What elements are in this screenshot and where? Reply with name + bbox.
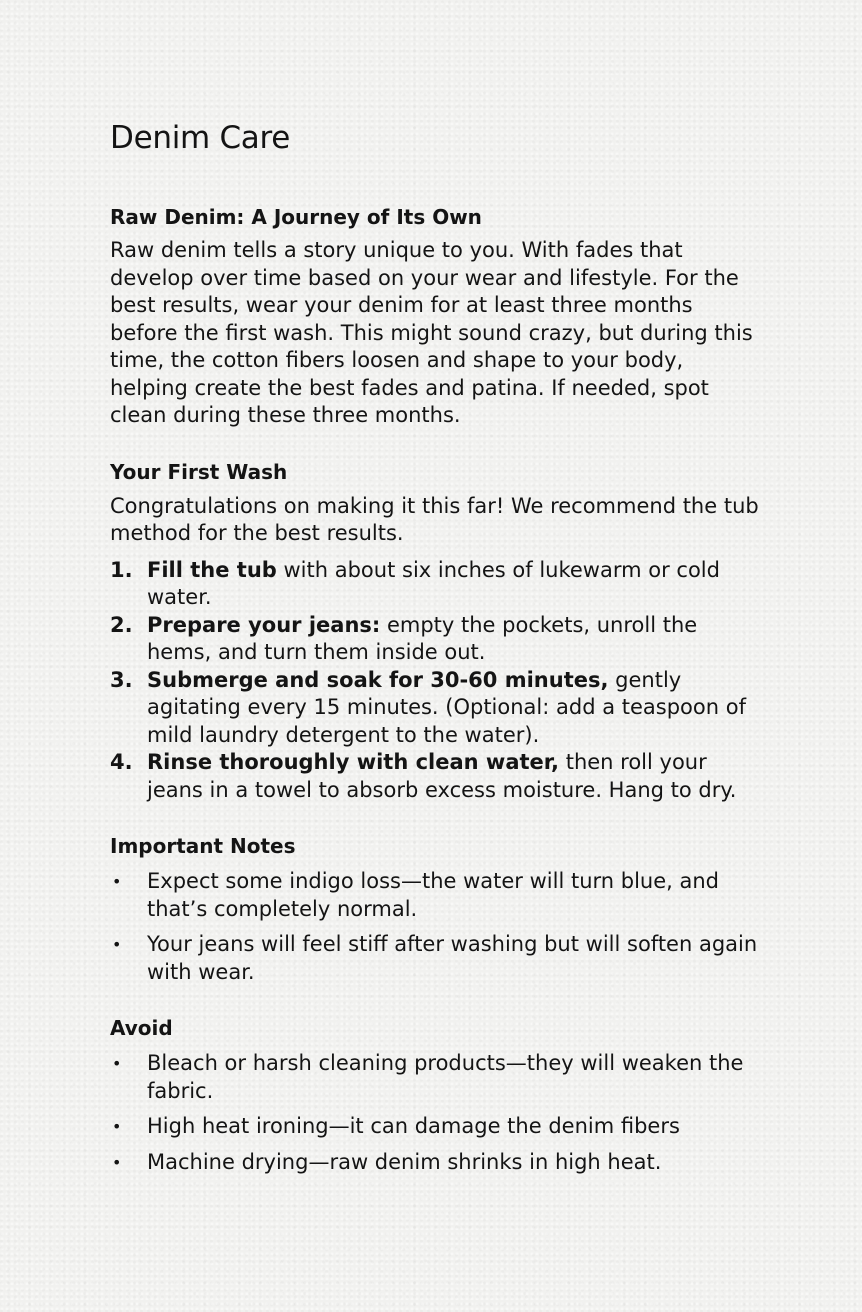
first-wash-heading: Your First Wash: [110, 459, 288, 484]
wash-step: [110, 557, 760, 612]
list-item: [110, 1113, 760, 1141]
wash-step: [110, 612, 760, 667]
first-wash-section: [110, 458, 760, 805]
bullet-icon: •: [112, 872, 122, 892]
bullet-icon: •: [112, 1117, 122, 1137]
list-item: [110, 1149, 760, 1177]
step-strong: Fill the tub: [147, 557, 277, 582]
avoid-heading: Avoid: [110, 1016, 173, 1041]
list-item: [110, 1050, 760, 1105]
raw-denim-section: [110, 203, 760, 430]
step-rest: then roll your jeans in a towel to absorb excess moisture. Hang to dry.: [147, 750, 737, 802]
bullet-icon: •: [112, 1054, 122, 1074]
avoid-text: High heat ironing—it can damage the denim fibers: [147, 1114, 680, 1139]
avoid-text: Bleach or harsh cleaning products—they will weaken the fabric.: [147, 1051, 744, 1103]
raw-denim-heading: Raw Denim: A Journey of Its Own: [110, 205, 482, 230]
avoid-list: [110, 1050, 760, 1176]
step-number: 4.: [110, 750, 133, 775]
important-notes-section: [110, 832, 760, 986]
wash-steps-list: [110, 557, 760, 805]
page-title: Denim Care: [110, 120, 291, 156]
step-rest: empty the pockets, unroll the hems, and turn them inside out.: [147, 612, 698, 665]
step-number: 3.: [110, 667, 133, 692]
wash-step: [110, 749, 760, 804]
note-text: Your jeans will feel stiff after washing but will soften again with wear.: [147, 932, 758, 984]
step-rest: gently agitating every 15 minutes. (Optional: add a teaspoon of mild laundry detergent to the water).: [147, 667, 746, 747]
avoid-text: Machine drying—raw denim shrinks in high heat.: [147, 1149, 662, 1174]
important-notes-heading: Important Notes: [110, 834, 296, 859]
wash-step: [110, 667, 760, 750]
note-text: Expect some indigo loss—the water will turn blue, and that’s completely normal.: [147, 869, 720, 921]
bullet-icon: •: [112, 935, 122, 955]
list-item: [110, 931, 760, 986]
care-card: [110, 120, 760, 1176]
step-strong: Submerge and soak for 30-60 minutes,: [147, 667, 609, 692]
step-number: 2.: [110, 612, 133, 637]
step-strong: Prepare your jeans:: [147, 612, 381, 637]
step-number: 1.: [110, 557, 133, 582]
raw-denim-body: Raw denim tells a story unique to you. With fades that develop over time based on your wear and lifestyle. For the best results, wear your denim for at least three months before the first wash. This might sound crazy, but during this time, the cotton fibers loosen and shape to your body, helping create the best fades and patina. If needed, spot clean during these three months.: [110, 238, 753, 428]
notes-list: [110, 868, 760, 986]
step-strong: Rinse thoroughly with clean water,: [147, 750, 560, 775]
bullet-icon: •: [112, 1152, 122, 1172]
list-item: [110, 868, 760, 923]
avoid-section: [110, 1014, 760, 1176]
step-rest: with about six inches of lukewarm or cold water.: [147, 557, 720, 610]
first-wash-intro: Congratulations on making it this far! We recommend the tub method for the best results.: [110, 493, 759, 546]
